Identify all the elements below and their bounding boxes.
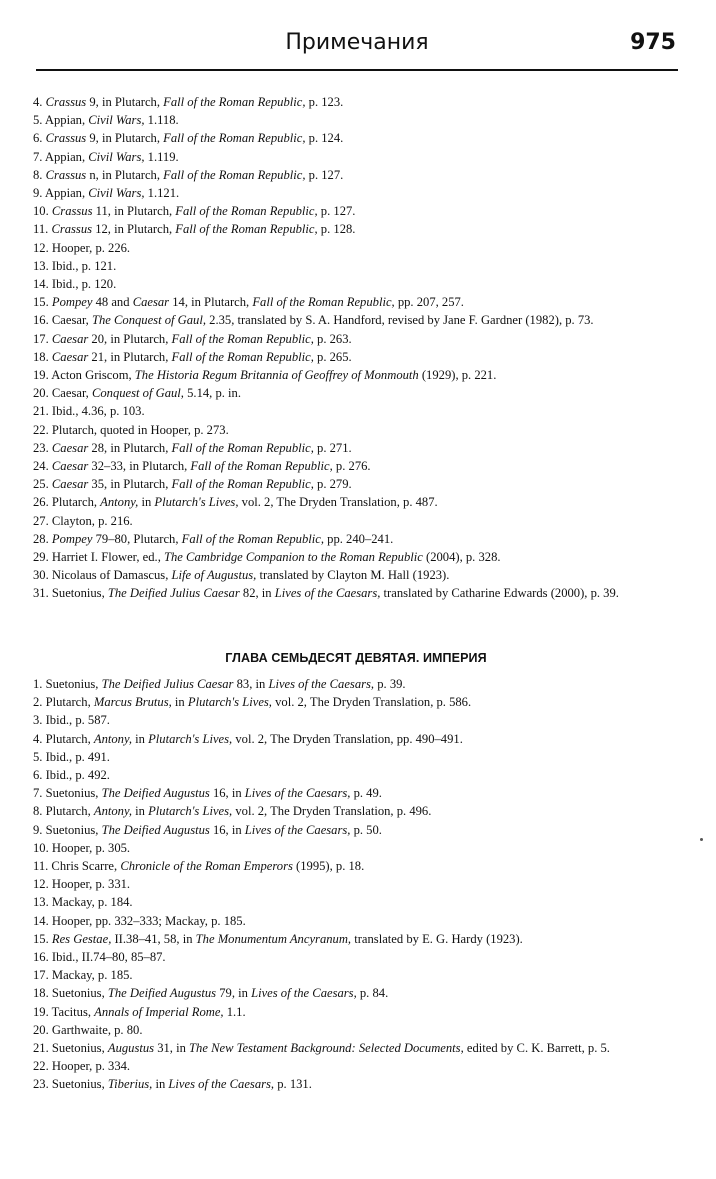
endnote-title-italic: Antony, <box>100 495 139 510</box>
endnote <box>33 111 679 129</box>
page-header <box>36 24 678 72</box>
endnote-text: 16. Ibid., II.74–80, 85–87. <box>33 950 166 965</box>
endnote-text: 19. Tacitus, <box>33 1004 95 1019</box>
endnote-title-italic: Caesar <box>51 459 89 474</box>
endnote-title-italic: Fall of the Roman Republic, <box>252 295 395 310</box>
endnote-text: 20, in Plutarch, <box>88 331 172 346</box>
endnote-text: 1.119. <box>144 149 179 164</box>
endnote-text: 28, in Plutarch, <box>88 440 172 455</box>
endnote-title-italic: Caesar <box>51 440 89 455</box>
endnote-text: 20. Garthwaite, p. 80. <box>33 1022 143 1037</box>
endnote <box>33 730 679 748</box>
endnote-title-italic: Fall of the Roman Republic, <box>190 459 333 474</box>
endnote <box>33 366 679 384</box>
endnote-title-italic: Marcus Brutus, <box>93 695 172 710</box>
endnote-text: 14. Ibid., p. 120. <box>33 277 117 292</box>
endnote <box>33 857 679 875</box>
endnote <box>33 239 679 257</box>
endnote-text: p. 263. <box>313 331 352 346</box>
endnote-text: 9, in Plutarch, <box>86 95 164 109</box>
endnote <box>33 748 679 766</box>
endnote-text: p. 279. <box>313 477 352 492</box>
endnote-title-italic: Crassus <box>45 167 87 182</box>
endnote <box>33 1021 679 1039</box>
endnote-text: n, in Plutarch, <box>86 167 164 182</box>
endnote-title-italic: Crassus <box>45 95 87 109</box>
endnote-text: 6. Ibid., p. 492. <box>33 768 110 783</box>
endnote-title-italic: Fall of the Roman Republic, <box>163 131 306 146</box>
endnote-text: 28. <box>33 531 52 546</box>
endnote-text: vol. 2, The Dryden Translation, p. 586. <box>271 695 472 710</box>
endnote-text: 8. Plutarch, <box>33 804 94 819</box>
endnote-title-italic: The Deified Julius Caesar <box>101 677 234 691</box>
endnote-text: p. 127. <box>317 204 356 219</box>
endnote-text: p. 50. <box>350 822 382 837</box>
endnote-text: 79, in <box>216 986 252 1001</box>
endnote-title-italic: Lives of the Caesars, <box>168 1077 275 1092</box>
endnote-text: 16, in <box>209 822 245 837</box>
endnote-text: 15. <box>33 295 52 310</box>
endnote-title-italic: Fall of the Roman Republic, <box>171 331 314 346</box>
endnote-title-italic: The Historia Regum Britannia of Geoffrey of Monmouth <box>134 368 419 383</box>
endnote-text: pp. 240–241. <box>324 531 394 546</box>
endnote-text: 16. Caesar, <box>33 313 92 328</box>
endnote-title-italic: Res Gestae, <box>51 931 112 946</box>
endnote-text: 6. <box>33 131 46 146</box>
endnote <box>33 711 679 729</box>
endnote-text: in <box>132 731 149 746</box>
endnote-title-italic: Fall of the Roman Republic, <box>171 440 314 455</box>
endnote-title-italic: The Deified Julius Caesar <box>107 586 240 601</box>
endnote <box>33 693 679 711</box>
endnote-text: vol. 2, The Dryden Translation, p. 496. <box>232 804 432 819</box>
endnote-text: p. 124. <box>305 131 344 146</box>
endnote-title-italic: Fall of the Roman Republic, <box>163 167 306 182</box>
endnote <box>33 93 679 111</box>
endnote <box>33 311 679 329</box>
endnote-text: 9. Appian, <box>33 186 89 201</box>
endnote <box>33 457 679 475</box>
endnote-text: 7. Suetonius, <box>33 786 102 801</box>
endnote <box>33 875 679 893</box>
endnote-title-italic: Lives of the Caesars, <box>251 986 357 1001</box>
endnote <box>33 839 679 857</box>
endnote-title-italic: Lives of the Caesars, <box>274 586 381 601</box>
endnote-title-italic: Tiberius, <box>107 1077 153 1092</box>
endnote-title-italic: Chronicle of the Roman Emperors <box>120 859 293 874</box>
endnote <box>33 493 679 511</box>
endnote <box>33 566 679 584</box>
endnote-text: translated by E. G. Hardy (1923). <box>351 931 523 946</box>
endnote-title-italic: Crassus <box>45 131 87 146</box>
endnote-title-italic: Plutarch's Lives, <box>154 495 239 510</box>
endnote-title-italic: Pompey <box>51 531 93 546</box>
endnote <box>33 384 679 402</box>
endnote-text: (2004), p. 328. <box>422 550 501 565</box>
endnote <box>33 1003 679 1021</box>
endnote-text: 8. <box>33 167 46 182</box>
endnote <box>33 802 679 820</box>
endnote-text: 82, in <box>239 586 275 601</box>
endnote-text: pp. 207, 257. <box>394 295 464 310</box>
endnote-title-italic: Fall of the Roman Republic, <box>175 222 318 237</box>
endnote-title-italic: The Deified Augustus <box>107 986 217 1001</box>
endnote-text: p. 127. <box>305 167 344 182</box>
endnote <box>33 1057 679 1075</box>
endnote-text: 4. <box>33 95 46 109</box>
endnotes-list-chapter-79 <box>33 675 679 1094</box>
print-speck <box>700 838 703 841</box>
endnote-title-italic: Plutarch's Lives, <box>148 804 233 819</box>
endnote-text: 19. Acton Griscom, <box>33 368 135 383</box>
endnote-text: 12. Hooper, p. 226. <box>33 240 131 255</box>
endnote-text: 18. Suetonius, <box>33 986 108 1001</box>
endnote-text: 11, in Plutarch, <box>92 204 176 219</box>
endnote-text: in <box>132 804 149 819</box>
endnote-text: 29. Harriet I. Flower, ed., <box>33 550 164 565</box>
endnote-text: 13. Ibid., p. 121. <box>33 258 117 273</box>
endnote-text: 83, in <box>233 677 269 691</box>
endnote <box>33 893 679 911</box>
endnote-text: (1995), p. 18. <box>292 859 365 874</box>
endnote-text: p. 265. <box>313 349 352 364</box>
endnote <box>33 821 679 839</box>
endnote <box>33 220 679 238</box>
endnote-text: 17. Mackay, p. 185. <box>33 968 133 983</box>
endnote <box>33 402 679 420</box>
endnote-text: 18. <box>33 349 52 364</box>
header-rule <box>36 69 678 71</box>
endnote <box>33 1039 679 1057</box>
endnote-text: 23. Suetonius, <box>33 1077 108 1092</box>
endnote-text: p. 39. <box>374 677 406 691</box>
endnote-title-italic: Fall of the Roman Republic, <box>171 477 314 492</box>
endnote-text: 1.118. <box>144 113 179 128</box>
endnote-text: 21. Ibid., 4.36, p. 103. <box>33 404 145 419</box>
endnote-text: 21, in Plutarch, <box>88 349 172 364</box>
endnote-text: 35, in Plutarch, <box>88 477 172 492</box>
endnote-text: 5. Ibid., p. 491. <box>33 749 110 764</box>
endnote <box>33 166 679 184</box>
endnote-text: 22. Hooper, p. 334. <box>33 1059 131 1074</box>
endnote-title-italic: Civil Wars, <box>88 113 145 128</box>
endnote-title-italic: Fall of the Roman Republic, <box>163 95 306 109</box>
endnote-text: 24. <box>33 459 52 474</box>
endnote-title-italic: Pompey <box>51 295 93 310</box>
endnote-text: 11. <box>33 222 52 237</box>
endnote-text: 9. Suetonius, <box>33 822 102 837</box>
endnote <box>33 584 679 602</box>
endnote-text: p. 49. <box>350 786 382 801</box>
endnote-title-italic: The Deified Augustus <box>101 822 210 837</box>
endnote-title-italic: The Monumentum Ancyranum, <box>195 931 352 946</box>
endnote-title-italic: Civil Wars, <box>88 149 145 164</box>
endnote-text: p. 276. <box>332 459 371 474</box>
endnote-text: 10. <box>33 204 52 219</box>
endnote <box>33 675 679 693</box>
endnote <box>33 348 679 366</box>
endnote-text: 11. Chris Scarre, <box>33 859 121 874</box>
endnote-title-italic: Fall of the Roman Republic, <box>171 349 314 364</box>
endnote-text: in <box>138 495 155 510</box>
endnote-text: 5.14, p. in. <box>183 386 241 401</box>
endnote-title-italic: Conquest of Gaul, <box>91 386 184 401</box>
endnote-title-italic: Augustus <box>107 1041 155 1056</box>
endnote-text: 22. Plutarch, quoted in Hooper, p. 273. <box>33 422 229 437</box>
endnote-text: 1.121. <box>144 186 180 201</box>
endnotes-list-previous-chapter <box>33 93 679 603</box>
endnote-text: 1. Suetonius, <box>33 677 102 691</box>
endnote-title-italic: Civil Wars, <box>88 186 145 201</box>
endnote <box>33 1075 679 1093</box>
endnote-text: 13. Mackay, p. 184. <box>33 895 133 910</box>
endnote-text: translated by Clayton M. Hall (1923). <box>256 568 450 583</box>
endnote-text: 5. Appian, <box>33 113 89 128</box>
endnote-text: 31, in <box>154 1041 190 1056</box>
endnote <box>33 930 679 948</box>
endnote <box>33 293 679 311</box>
endnote <box>33 184 679 202</box>
endnote-text: in <box>171 695 188 710</box>
endnote-title-italic: Caesar <box>51 331 89 346</box>
endnote-text: translated by Catharine Edwards (2000), p. 39. <box>380 586 619 601</box>
endnote-title-italic: Plutarch's Lives, <box>187 695 272 710</box>
endnote-title-italic: Crassus <box>51 222 93 237</box>
endnote-text: 23. <box>33 440 52 455</box>
endnote <box>33 275 679 293</box>
endnote-text: 10. Hooper, p. 305. <box>33 840 131 855</box>
endnote-text: p. 128. <box>317 222 356 237</box>
endnote-text: 2. Plutarch, <box>33 695 94 710</box>
endnote-text: 7. Appian, <box>33 149 89 164</box>
endnote-text: p. 271. <box>313 440 352 455</box>
endnote <box>33 966 679 984</box>
endnote <box>33 421 679 439</box>
endnote-text: 31. Suetonius, <box>33 586 108 601</box>
endnote <box>33 948 679 966</box>
endnote <box>33 766 679 784</box>
endnote-text: p. 84. <box>356 986 389 1001</box>
endnote-text: II.38–41, 58, in <box>111 931 196 946</box>
endnote-text: 4. Plutarch, <box>33 731 94 746</box>
endnote-text: 3. Ibid., p. 587. <box>33 713 110 728</box>
endnote-title-italic: Life of Augustus, <box>171 568 257 583</box>
endnote <box>33 148 679 166</box>
endnote-title-italic: Caesar <box>51 349 89 364</box>
endnote-title-italic: Antony, <box>93 731 133 746</box>
running-head-title: Примечания <box>285 30 429 55</box>
endnote-title-italic: Antony, <box>93 804 133 819</box>
endnote-text: 25. <box>33 477 52 492</box>
endnote-text: 27. Clayton, p. 216. <box>33 513 133 528</box>
endnote-text: in <box>152 1077 169 1092</box>
endnote-title-italic: The Cambridge Companion to the Roman Republic <box>164 550 423 565</box>
endnote <box>33 912 679 930</box>
endnote-text: 79–80, Plutarch, <box>92 531 182 546</box>
endnote <box>33 475 679 493</box>
page-number: 975 <box>630 30 676 55</box>
endnote-text: 20. Caesar, <box>33 386 92 401</box>
endnote <box>33 257 679 275</box>
endnote-title-italic: Fall of the Roman Republic, <box>181 531 325 546</box>
endnote-text: 26. Plutarch, <box>33 495 101 510</box>
endnote-title-italic: The New Testament Background: Selected Documents, <box>189 1041 464 1056</box>
endnote-title-italic: Caesar <box>51 477 89 492</box>
endnote-text: (1929), p. 221. <box>418 368 497 383</box>
endnote-text: edited by C. K. Barrett, p. 5. <box>463 1041 610 1056</box>
endnote-text: 16, in <box>209 786 245 801</box>
endnote-title-italic: The Conquest of Gaul, <box>91 313 206 328</box>
chapter-heading: ГЛАВА СЕМЬДЕСЯТ ДЕВЯТАЯ. ИМПЕРИЯ <box>225 651 487 665</box>
endnote-text: 17. <box>33 331 52 346</box>
endnote-title-italic: The Deified Augustus <box>101 786 210 801</box>
endnote-title-italic: Lives of the Caesars, <box>244 822 351 837</box>
endnote-title-italic: Lives of the Caesars, <box>244 786 351 801</box>
endnote <box>33 330 679 348</box>
endnote <box>33 512 679 530</box>
endnote <box>33 439 679 457</box>
endnote-text: 1.1. <box>223 1004 246 1019</box>
endnote-title-italic: Fall of the Roman Republic, <box>175 204 318 219</box>
endnote-text: 21. Suetonius, <box>33 1041 108 1056</box>
endnote-text: vol. 2, The Dryden Translation, pp. 490–491. <box>232 731 463 746</box>
endnote-text: 14. Hooper, pp. 332–333; Mackay, p. 185. <box>33 913 246 928</box>
endnote-text: 12. Hooper, p. 331. <box>33 877 131 892</box>
endnote-text: p. 123. <box>305 95 344 109</box>
endnote-title-italic: Annals of Imperial Rome, <box>94 1004 224 1019</box>
endnote <box>33 784 679 802</box>
endnote-text: 14, in Plutarch, <box>169 295 253 310</box>
endnote-text: 9, in Plutarch, <box>86 131 164 146</box>
endnote-title-italic: Crassus <box>51 204 93 219</box>
endnote <box>33 202 679 220</box>
endnote <box>33 984 679 1002</box>
endnote-text: 48 and <box>92 295 133 310</box>
endnote-title-italic: Caesar <box>132 295 170 310</box>
endnote-text: 30. Nicolaus of Damascus, <box>33 568 172 583</box>
endnote <box>33 530 679 548</box>
endnote <box>33 548 679 566</box>
endnote-text: p. 131. <box>274 1077 312 1092</box>
endnote <box>33 129 679 147</box>
endnote-text: 32–33, in Plutarch, <box>88 459 191 474</box>
endnote-title-italic: Lives of the Caesars, <box>268 677 375 691</box>
endnote-text: vol. 2, The Dryden Translation, p. 487. <box>238 495 438 510</box>
endnote-text: 15. <box>33 931 52 946</box>
endnote-text: 12, in Plutarch, <box>92 222 176 237</box>
endnote-text: 2.35, translated by S. A. Handford, revised by Jane F. Gardner (1982), p. 73. <box>206 313 594 328</box>
endnote-title-italic: Plutarch's Lives, <box>148 731 233 746</box>
